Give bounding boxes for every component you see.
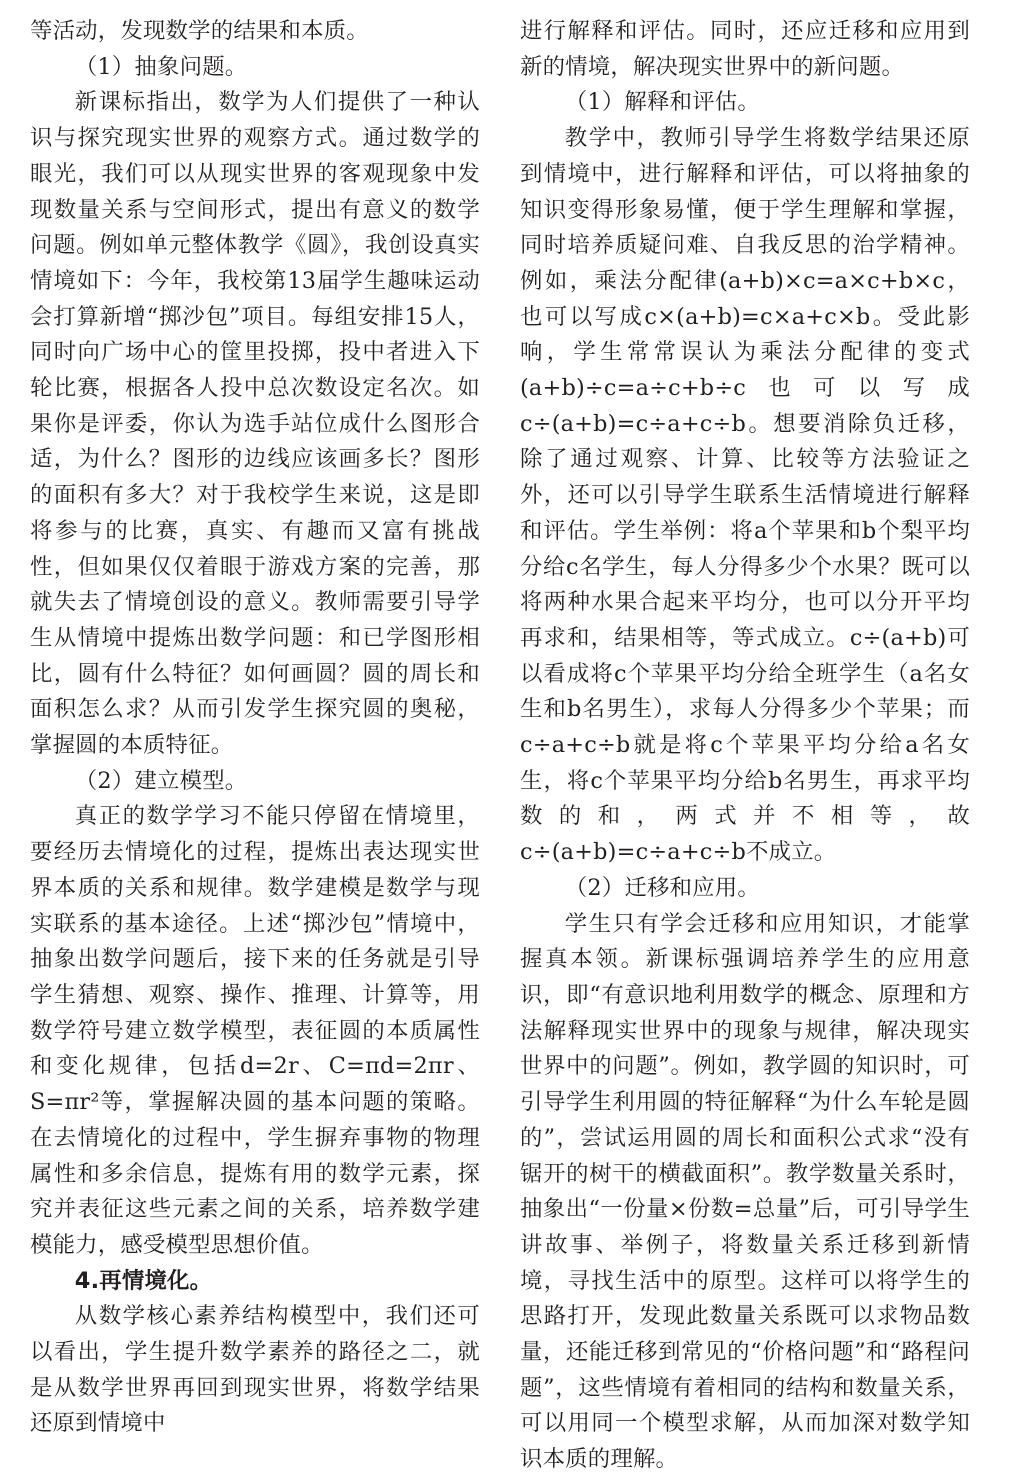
paragraph-explain-evaluate: 教学中，教师引导学生将数学结果还原到情境中，进行解释和评估，可以将抽象的知识变得形象易懂，便于学生理解和掌握，同时培养质疑问难、自我反思的治学精神。例如，乘法分配律(a+b)×c=a×c+b×c，也可以写成c×(a+b)=c×a+c×b。受此影响，学生常常误认为乘法分配律的变式(a+b)÷c=a÷c+b÷c也可以写成c÷(a+b)=c÷a+c÷b。想要消除负迁移，除了通过观察、计算、比较等方法验证之外，还可以引导学生联系生活情境进行解释和评估。学生举例：将a个苹果和b个梨平均分给c名学生，每人分得多少个水果？既可以将两种水果合起来平均分，也可以分开平均再求和，结果相等，等式成立。c÷(a+b)可以看成将c个苹果平均分给全班学生（a名女生和b名男生），求每人分得多少个苹果；而c÷a+c÷b就是将c个苹果平均分给a名女生，将c个苹果平均分给b名男生，再求平均数的和，两式并不相等，故c÷(a+b)=c÷a+c÷b不成立。 (520, 125, 970, 866)
paragraph-recontextualize: 从数学核心素养结构模型中，我们还可以看出，学生提升数学素养的路径之二，就是从数学世界再回到现实世界，将数学结果还原到情境中 (30, 1303, 480, 1437)
paragraph-abstract-problem: 新课标指出，数学为人们提供了一种认识与探究现实世界的观察方式。通过数学的眼光，我们可以从现实世界的客观现象中发现数量关系与空间形式，提出有意义的数学问题。例如单元整体教学《圆》，我创设真实情境如下：今年，我校第13届学生趣味运动会打算新增“掷沙包”项目。每组安排15人，同时向广场中心的筐里投掷，投中者进入下轮比赛，根据各人投中总次数设定名次。如果你是评委，你认为选手站位成什么图形合适，为什么？图形的边线应该画多长？图形的面积有多大？对于我校学生来说，这是即将参与的比赛，真实、有趣而又富有挑战性，但如果仅仅着眼于游戏方案的完善，那就失去了情境创设的意义。教师需要引导学生从情境中提炼出数学问题：和已学图形相比，圆有什么特征？如何画圆？圆的周长和面积怎么求？从而引发学生探究圆的奥秘，掌握圆的本质特征。 (30, 89, 480, 759)
subheading-build-model: （2）建立模型。 (74, 767, 248, 794)
subheading-transfer-apply: （2）迁移和应用。 (564, 874, 760, 901)
paragraph-transfer-apply: 学生只有学会迁移和应用知识，才能掌握真本领。新课标强调培养学生的应用意识，即“有意识地利用数学的概念、原理和方法解释现实世界中的现象与规律，解决现实世界中的问题”。例如，教学圆的知识时，可引导学生利用圆的特征解释“为什么车轮是圆的”，尝试运用圆的周长和面积公式求“没有锯开的树干的横截面积”。教学数量关系时，抽象出“一份量×份数=总量”后，可引导学生讲故事、举例子，将数量关系迁移到新情境，寻找生活中的原型。这样可以将学生的思路打开，发现此数量关系既可以求物品数量，还能迁移到常见的“价格问题”和“路程问题”，这些情境有着相同的结构和数量关系，可以用同一个模型求解，从而加深对数学知识本质的理解。 (520, 910, 970, 1473)
paragraph-continuation-right: 进行解释和评估。同时，还应迁移和应用到新的情境，解决现实世界中的新问题。 (520, 18, 970, 80)
right-column (520, 14, 970, 1478)
paragraph-continuation: 等活动，发现数学的结果和本质。 (30, 18, 369, 44)
left-column (30, 14, 480, 1442)
section-heading-recontextualize: 4.再情境化。 (74, 1267, 213, 1294)
subheading-abstract-problem: （1）抽象问题。 (74, 53, 248, 80)
subheading-explain-evaluate: （1）解释和评估。 (564, 89, 760, 116)
paragraph-build-model: 真正的数学学习不能只停留在情境里，要经历去情境化的过程，提炼出表达现实世界本质的关系和规律。数学建模是数学与现实联系的基本途径。上述“掷沙包”情境中，抽象出数学问题后，接下来的任务就是引导学生猜想、观察、操作、推理、计算等，用数学符号建立数学模型，表征圆的本质属性和变化规律，包括d=2r、C=πd=2πr、S=πr²等，掌握解决圆的基本问题的策略。在去情境化的过程中，学生摒弃事物的物理属性和多余信息，提炼有用的数学元素，探究并表征这些元素之间的关系，培养数学建模能力，感受模型思想价值。 (30, 803, 480, 1258)
